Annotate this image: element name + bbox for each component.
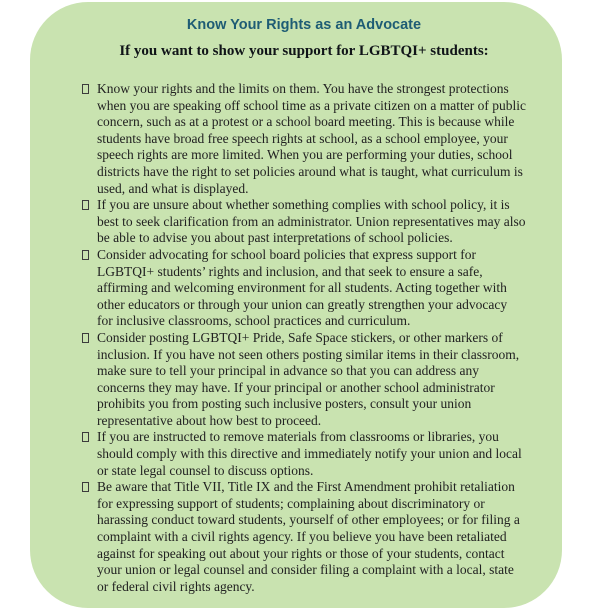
page-title: Know Your Rights as an Advocate — [186, 17, 422, 33]
checkbox-bullet-icon — [82, 482, 89, 492]
list-item — [82, 81, 526, 197]
list-item-text: Be aware that Title VII, Title IX and the First Amendment prohibit retaliation for expressing support of students; complaining about discriminatory or harassing conduct toward students, yourself of other employees; or for filing a complaint with a civil rights agency. If you believe you have been retaliated against for speaking out about your rights or those of your students, contact your union or legal counsel and consider filing a complaint with a local, state or federal civil rights agency. — [97, 479, 520, 594]
list-item — [82, 197, 526, 247]
list-item-text: If you are instructed to remove materials from classrooms or libraries, you should comply with this directive and immediately notify your union and local or state legal counsel to discuss options. — [97, 429, 522, 478]
list-item — [82, 479, 526, 595]
list-item-text: Know your rights and the limits on them. You have the strongest protections when you are speaking off school time as a private citizen on a matter of public concern, such as at a protest or a school board meeting. This is because while students have broad free speech rights at school, as a school employee, your speech rights are more limited. When you are performing your duties, school districts have the right to set policies around what is taught, what curriculum is used, and what is displayed. — [97, 81, 526, 196]
list-item — [82, 247, 526, 330]
bullet-list — [82, 81, 526, 595]
rights-info-card — [30, 2, 562, 608]
checkbox-bullet-icon — [82, 333, 89, 343]
checkbox-bullet-icon — [82, 432, 89, 442]
list-item-text: Consider posting LGBTQI+ Pride, Safe Space stickers, or other markers of inclusion. If you have not seen others posting similar items in their classroom, make sure to tell your principal in advance so that you can address any concerns they may have. If your principal or another school administrator prohibits you from posting such inclusive posters, consult your union representative about how best to proceed. — [97, 329, 520, 428]
list-item-text: Consider advocating for school board policies that express support for LGBTQI+ students’ rights and inclusion, and that seek to ensure a safe, affirming and welcoming environment for all students. Acting together with other educators or through your union can greatly strengthen your advocacy for inclusive classrooms, school practices and curriculum. — [97, 246, 508, 329]
checkbox-bullet-icon — [82, 84, 89, 94]
list-item — [82, 429, 526, 479]
checkbox-bullet-icon — [82, 200, 89, 210]
checkbox-bullet-icon — [82, 250, 89, 260]
list-item — [82, 330, 526, 430]
page-subtitle: If you want to show your support for LGBTQI+ students: — [119, 43, 489, 59]
list-item-text: If you are unsure about whether something complies with school policy, it is best to seek clarification from an administrator. Union representatives may also be able to advise you about past interpretations of school policies. — [97, 197, 526, 246]
